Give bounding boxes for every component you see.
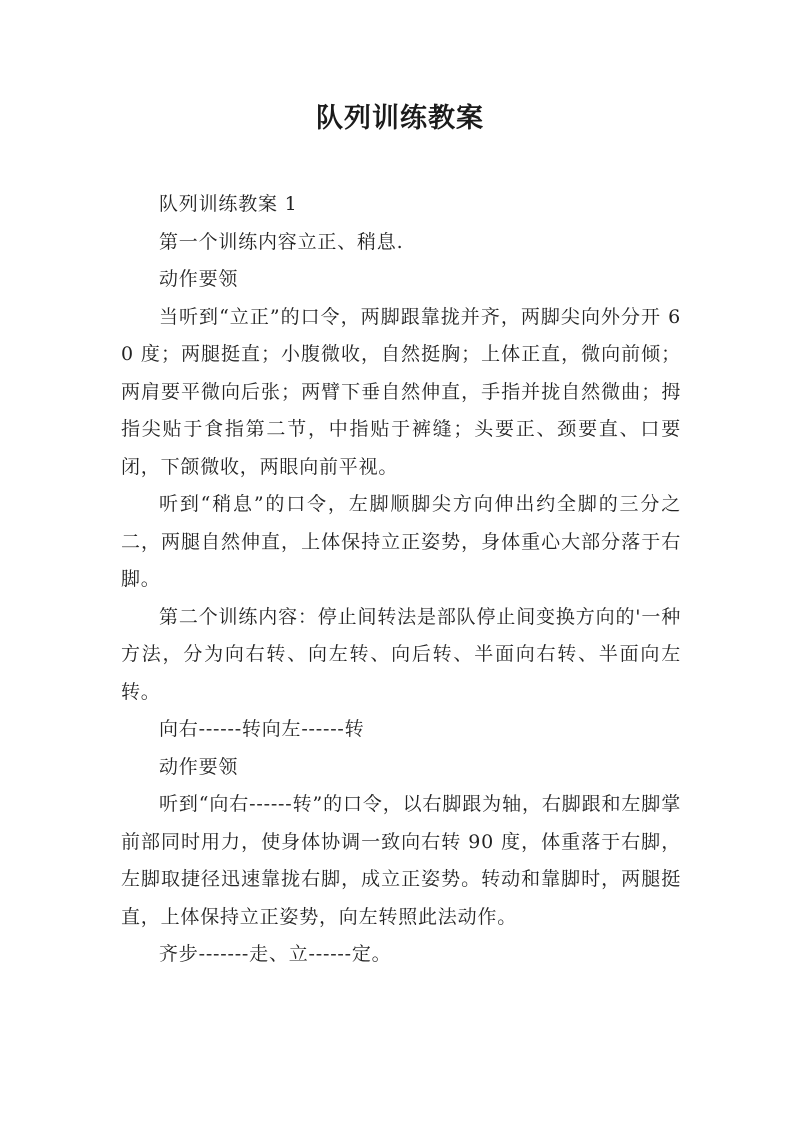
paragraph-essentials-heading-2: 动作要领 [159, 755, 239, 778]
paragraph-attention: 当听到“立正”的口令，两脚跟靠拢并齐，两脚尖向外分开 60 度；两腿挺直；小腹微收，自然挺胸；上体正直，微向前倾；两肩要平微向后张；两臂下垂自然伸直，手指并拢自然微曲；拇指尖贴于食指第二节，中指贴于裤缝；头要正、颈要直、口要闭，下颌微收，两眼向前平视。 [121, 305, 681, 478]
paragraph-second-content: 第二个训练内容：停止间转法是部队停止间变换方向的'一种方法，分为向右转、向左转、向后转、半面向右转、半面向左转。 [121, 605, 681, 703]
paragraph-essentials-heading: 动作要领 [159, 268, 239, 290]
paragraph-march-halt: 齐步-------走、立------定。 [159, 943, 392, 965]
paragraph-lesson-heading: 队列训练教案 1 [159, 193, 298, 215]
paragraph-right-turn: 听到“向右------转”的口令，以右脚跟为轴，右脚跟和左脚掌前部同时用力，使身体协调一致向右转 90 度，体重落于右脚，左脚取捷径迅速靠拢右脚，成立正姿势。转动和靠脚时，两腿挺直，上体保持立正姿势，向左转照此法动作。 [121, 793, 681, 928]
document-title: 队列训练教案 [316, 103, 484, 134]
paragraph-first-content: 第一个训练内容立正、稍息. [159, 230, 404, 253]
paragraph-at-ease: 听到“稍息”的口令，左脚顺脚尖方向伸出约全脚的三分之二，两腿自然伸直，上体保持立正姿势，身体重心大部分落于右脚。 [121, 493, 681, 590]
paragraph-turn-commands: 向右------转向左------转 [159, 718, 365, 740]
document-body [121, 186, 681, 974]
